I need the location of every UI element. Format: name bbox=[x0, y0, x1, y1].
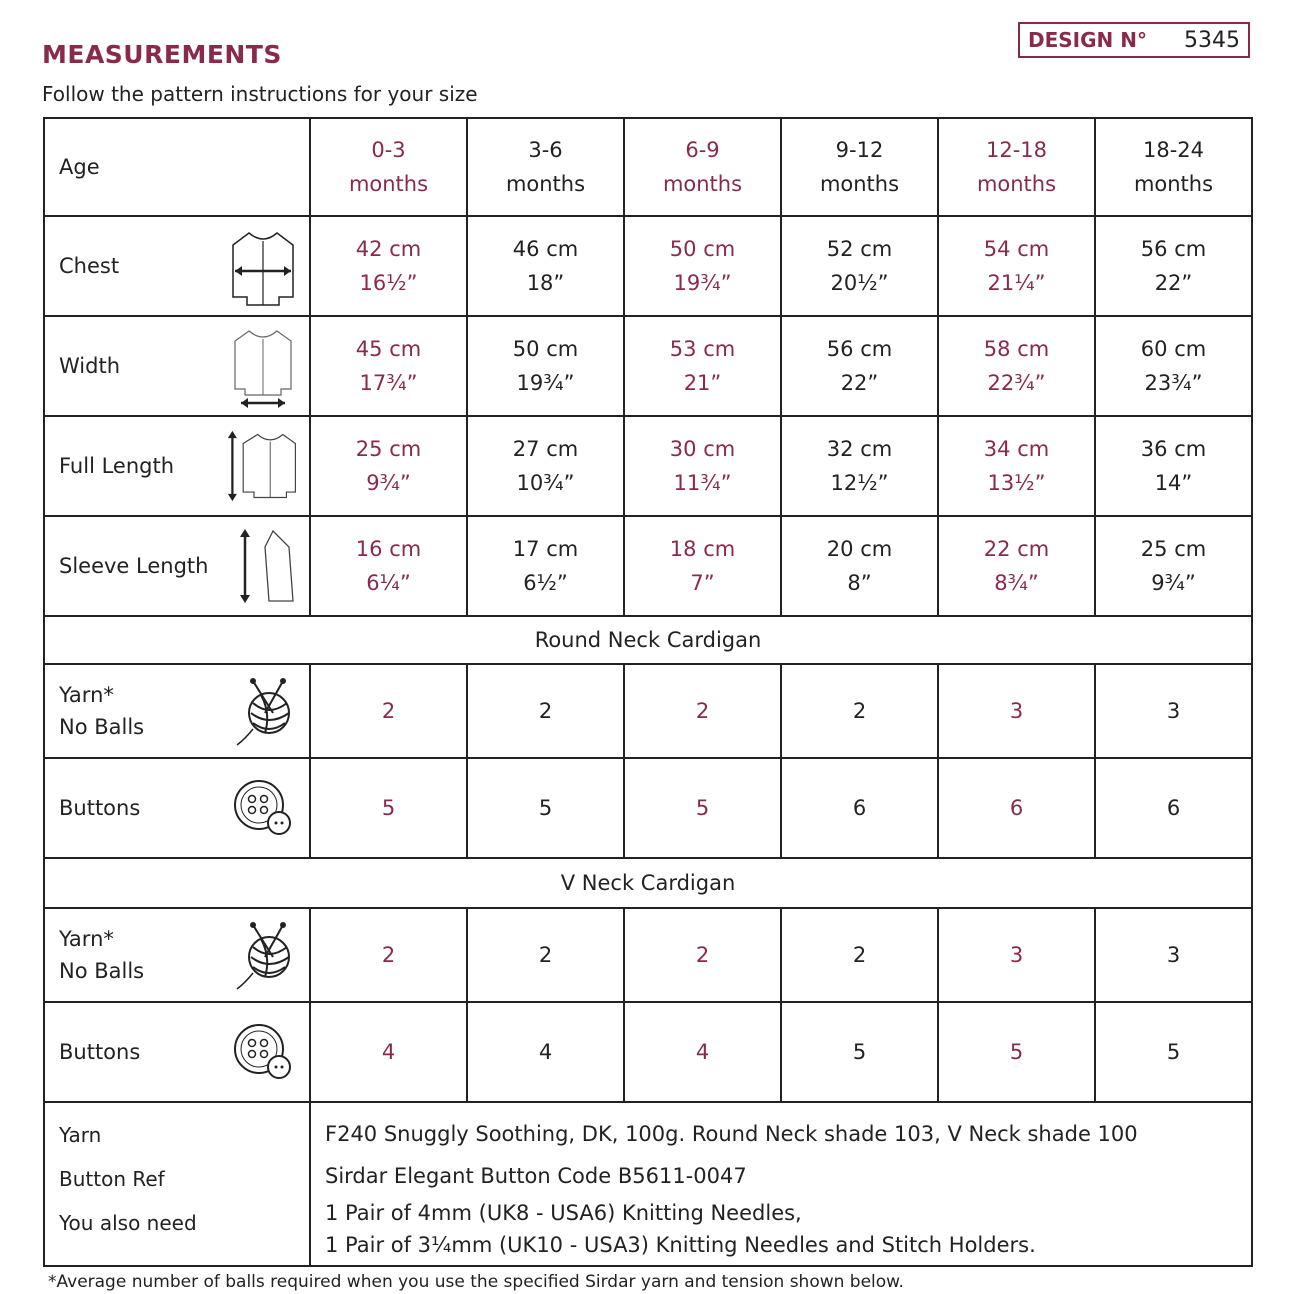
design-label: DESIGN N° bbox=[1028, 28, 1147, 52]
size-cell bbox=[468, 119, 625, 215]
cm-value: 30 cm bbox=[669, 437, 736, 461]
inch-value: 22” bbox=[840, 371, 879, 395]
button-count: 5 bbox=[625, 759, 782, 857]
chest-value bbox=[1096, 217, 1253, 315]
yarn-balls: 3 bbox=[939, 909, 1096, 1001]
length-value bbox=[468, 417, 625, 515]
yarn-label bbox=[59, 923, 144, 987]
cm-value: 53 cm bbox=[669, 337, 736, 361]
size-unit: months bbox=[348, 172, 429, 196]
section-title: Round Neck Cardigan bbox=[45, 617, 1253, 663]
button-count: 5 bbox=[311, 759, 468, 857]
full-length-row bbox=[45, 417, 1253, 517]
cm-value: 22 cm bbox=[983, 537, 1050, 561]
design-number: 5345 bbox=[1184, 27, 1240, 53]
cm-value: 60 cm bbox=[1140, 337, 1207, 361]
inch-value: 17¾” bbox=[359, 371, 418, 395]
button-count: 5 bbox=[939, 1003, 1096, 1101]
size-unit: months bbox=[505, 172, 586, 196]
inch-value: 21¼” bbox=[987, 271, 1046, 295]
button-count: 4 bbox=[625, 1003, 782, 1101]
inch-value: 8” bbox=[847, 571, 872, 595]
size-cell bbox=[1096, 119, 1253, 215]
age-label-cell bbox=[45, 119, 311, 215]
chest-value bbox=[782, 217, 939, 315]
page-subtitle: Follow the pattern instructions for your size bbox=[42, 82, 478, 106]
inch-value: 22” bbox=[1154, 271, 1193, 295]
full-length-label-cell bbox=[45, 417, 311, 515]
width-measure-icon bbox=[227, 323, 299, 409]
cm-value: 54 cm bbox=[983, 237, 1050, 261]
yarn-label-cell bbox=[45, 665, 311, 757]
sleeve-value bbox=[1096, 517, 1253, 615]
size-range: 3-6 bbox=[528, 138, 563, 162]
inch-value: 14” bbox=[1154, 471, 1193, 495]
size-range: 0-3 bbox=[371, 138, 406, 162]
inch-value: 19¾” bbox=[673, 271, 732, 295]
size-cell bbox=[939, 119, 1096, 215]
buttons-label: Buttons bbox=[59, 796, 141, 820]
also-need-value: 1 Pair of 4mm (UK8 - USA6) Knitting Needles, bbox=[325, 1201, 802, 1225]
button-ref-value: Sirdar Elegant Button Code B5611-0047 bbox=[325, 1164, 747, 1188]
cm-value: 42 cm bbox=[355, 237, 422, 261]
length-value bbox=[782, 417, 939, 515]
row-label: Sleeve Length bbox=[59, 554, 209, 578]
yarn-ball-icon bbox=[227, 671, 299, 751]
inch-value: 16½” bbox=[359, 271, 418, 295]
yarn-ref-value: F240 Snuggly Soothing, DK, 100g. Round Neck shade 103, V Neck shade 100 bbox=[325, 1122, 1138, 1146]
row-label: Age bbox=[59, 155, 100, 179]
cm-value: 50 cm bbox=[512, 337, 579, 361]
inch-value: 18” bbox=[526, 271, 565, 295]
size-unit: months bbox=[1133, 172, 1214, 196]
chest-row bbox=[45, 217, 1253, 317]
size-range: 9-12 bbox=[835, 138, 884, 162]
button-count: 4 bbox=[468, 1003, 625, 1101]
size-range: 6-9 bbox=[685, 138, 720, 162]
footnote: *Average number of balls required when you use the specified Sirdar yarn and tension shown below. bbox=[48, 1272, 904, 1292]
round-neck-buttons-row bbox=[45, 759, 1253, 859]
size-unit: months bbox=[976, 172, 1057, 196]
inch-value: 22¾” bbox=[987, 371, 1046, 395]
chest-measure-icon bbox=[227, 223, 299, 309]
width-value bbox=[468, 317, 625, 415]
width-row bbox=[45, 317, 1253, 417]
button-count: 6 bbox=[939, 759, 1096, 857]
cm-value: 34 cm bbox=[983, 437, 1050, 461]
also-need-value: 1 Pair of 3¼mm (UK10 - USA3) Knitting Needles and Stitch Holders. bbox=[325, 1233, 1036, 1257]
inch-value: 21” bbox=[683, 371, 722, 395]
yarn-balls: 2 bbox=[311, 665, 468, 757]
buttons-label-cell bbox=[45, 1003, 311, 1101]
inch-value: 9¾” bbox=[366, 471, 411, 495]
inch-value: 8¾” bbox=[994, 571, 1039, 595]
row-label: Chest bbox=[59, 254, 120, 278]
length-value bbox=[625, 417, 782, 515]
size-cell bbox=[311, 119, 468, 215]
v-neck-buttons-row bbox=[45, 1003, 1253, 1103]
size-cell bbox=[782, 119, 939, 215]
cm-value: 18 cm bbox=[669, 537, 736, 561]
inch-value: 7” bbox=[690, 571, 715, 595]
chest-value bbox=[625, 217, 782, 315]
length-value bbox=[1096, 417, 1253, 515]
yarn-ball-icon bbox=[227, 915, 299, 995]
cm-value: 45 cm bbox=[355, 337, 422, 361]
length-measure-icon bbox=[227, 423, 299, 509]
materials-row bbox=[45, 1103, 1253, 1267]
page-title: MEASUREMENTS bbox=[42, 40, 282, 69]
chest-value bbox=[311, 217, 468, 315]
also-need-label: You also need bbox=[59, 1211, 197, 1235]
cm-value: 16 cm bbox=[355, 537, 422, 561]
materials-values bbox=[311, 1103, 1253, 1265]
buttons-label: Buttons bbox=[59, 1040, 141, 1064]
yarn-balls: 3 bbox=[1096, 909, 1253, 1001]
sleeve-measure-icon bbox=[239, 523, 299, 609]
inch-value: 9¾” bbox=[1151, 571, 1196, 595]
button-count: 4 bbox=[311, 1003, 468, 1101]
measurements-table bbox=[43, 117, 1253, 1267]
width-label-cell bbox=[45, 317, 311, 415]
design-number-box bbox=[1018, 22, 1250, 58]
yarn-balls: 3 bbox=[1096, 665, 1253, 757]
yarn-label-line: No Balls bbox=[59, 715, 145, 739]
yarn-label bbox=[59, 679, 144, 743]
chest-value bbox=[468, 217, 625, 315]
width-value bbox=[625, 317, 782, 415]
size-range: 12-18 bbox=[985, 138, 1048, 162]
age-row bbox=[45, 119, 1253, 217]
v-neck-section bbox=[45, 859, 1253, 909]
size-unit: months bbox=[819, 172, 900, 196]
sleeve-value bbox=[468, 517, 625, 615]
round-neck-section bbox=[45, 617, 1253, 665]
row-label: Width bbox=[59, 354, 121, 378]
yarn-label-line: Yarn* bbox=[59, 927, 114, 951]
inch-value: 6¼” bbox=[366, 571, 411, 595]
inch-value: 11¾” bbox=[673, 471, 732, 495]
yarn-balls: 2 bbox=[311, 909, 468, 1001]
button-count: 5 bbox=[468, 759, 625, 857]
inch-value: 23¾” bbox=[1144, 371, 1203, 395]
yarn-balls: 2 bbox=[625, 665, 782, 757]
cm-value: 25 cm bbox=[355, 437, 422, 461]
yarn-balls: 2 bbox=[782, 665, 939, 757]
round-neck-yarn-row bbox=[45, 665, 1253, 759]
yarn-label-line: No Balls bbox=[59, 959, 145, 983]
sleeve-value bbox=[625, 517, 782, 615]
inch-value: 13½” bbox=[987, 471, 1046, 495]
length-value bbox=[311, 417, 468, 515]
length-value bbox=[939, 417, 1096, 515]
chest-label-cell bbox=[45, 217, 311, 315]
button-icon bbox=[227, 1012, 299, 1092]
sleeve-length-row bbox=[45, 517, 1253, 617]
width-value bbox=[939, 317, 1096, 415]
size-cell bbox=[625, 119, 782, 215]
cm-value: 50 cm bbox=[669, 237, 736, 261]
button-count: 6 bbox=[782, 759, 939, 857]
section-title: V Neck Cardigan bbox=[45, 859, 1253, 907]
size-unit: months bbox=[662, 172, 743, 196]
button-ref-label: Button Ref bbox=[59, 1167, 165, 1191]
width-value bbox=[1096, 317, 1253, 415]
cm-value: 58 cm bbox=[983, 337, 1050, 361]
cm-value: 32 cm bbox=[826, 437, 893, 461]
yarn-label-line: Yarn* bbox=[59, 683, 114, 707]
size-range: 18-24 bbox=[1142, 138, 1205, 162]
cm-value: 27 cm bbox=[512, 437, 579, 461]
yarn-label-cell bbox=[45, 909, 311, 1001]
button-count: 5 bbox=[782, 1003, 939, 1101]
inch-value: 19¾” bbox=[516, 371, 575, 395]
inch-value: 12½” bbox=[830, 471, 889, 495]
buttons-label-cell bbox=[45, 759, 311, 857]
inch-value: 6½” bbox=[523, 571, 568, 595]
cm-value: 56 cm bbox=[1140, 237, 1207, 261]
sleeve-value bbox=[939, 517, 1096, 615]
button-count: 6 bbox=[1096, 759, 1253, 857]
inch-value: 10¾” bbox=[516, 471, 575, 495]
inch-value: 20½” bbox=[830, 271, 889, 295]
yarn-balls: 3 bbox=[939, 665, 1096, 757]
materials-labels bbox=[45, 1103, 311, 1265]
width-value bbox=[311, 317, 468, 415]
button-icon bbox=[227, 768, 299, 848]
cm-value: 46 cm bbox=[512, 237, 579, 261]
button-count: 5 bbox=[1096, 1003, 1253, 1101]
v-neck-yarn-row bbox=[45, 909, 1253, 1003]
chest-value bbox=[939, 217, 1096, 315]
yarn-balls: 2 bbox=[625, 909, 782, 1001]
cm-value: 25 cm bbox=[1140, 537, 1207, 561]
row-label: Full Length bbox=[59, 454, 175, 478]
sleeve-value bbox=[782, 517, 939, 615]
cm-value: 20 cm bbox=[826, 537, 893, 561]
yarn-balls: 2 bbox=[468, 665, 625, 757]
yarn-ref-label: Yarn bbox=[59, 1123, 102, 1147]
cm-value: 17 cm bbox=[512, 537, 579, 561]
sleeve-length-label-cell bbox=[45, 517, 311, 615]
sleeve-value bbox=[311, 517, 468, 615]
yarn-balls: 2 bbox=[782, 909, 939, 1001]
cm-value: 36 cm bbox=[1140, 437, 1207, 461]
cm-value: 56 cm bbox=[826, 337, 893, 361]
cm-value: 52 cm bbox=[826, 237, 893, 261]
width-value bbox=[782, 317, 939, 415]
yarn-balls: 2 bbox=[468, 909, 625, 1001]
